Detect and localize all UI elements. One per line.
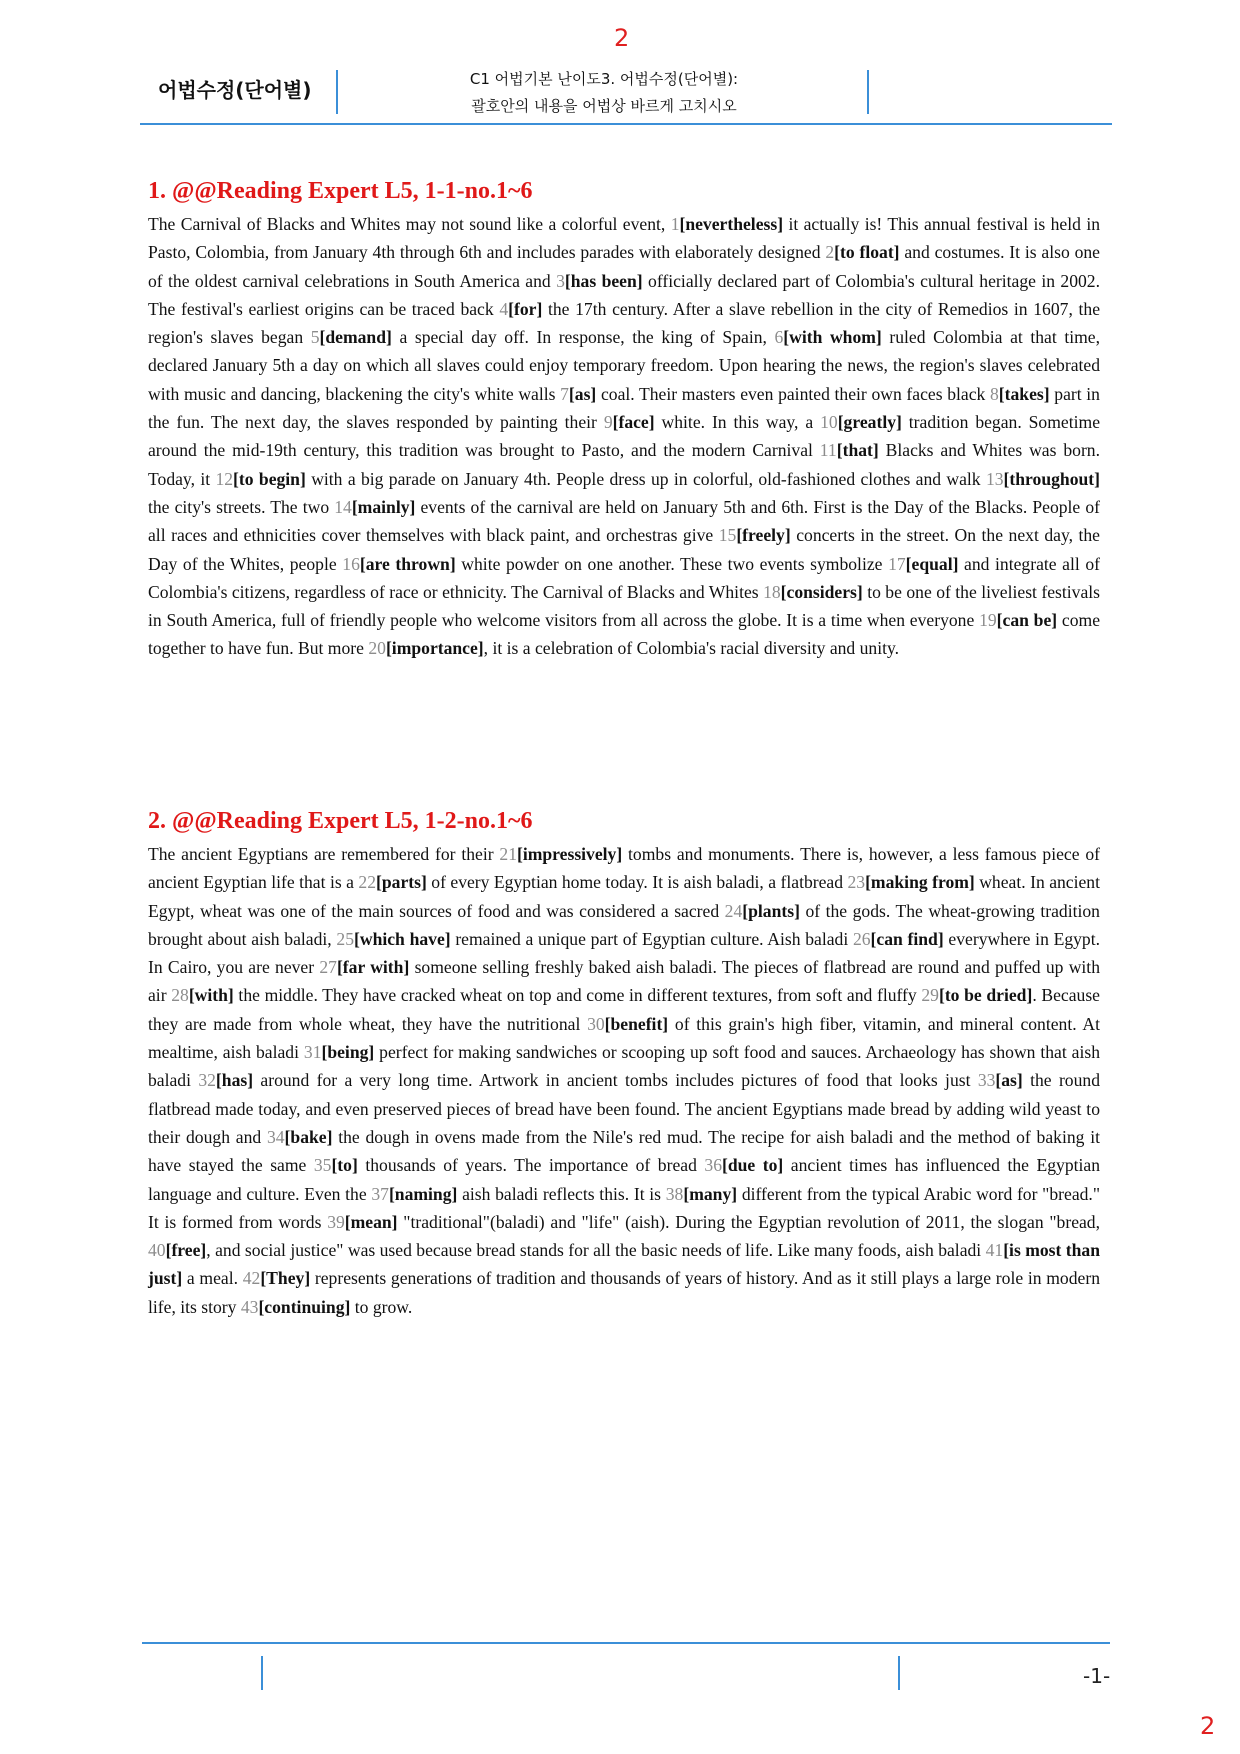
question-blank: [equal] xyxy=(905,553,959,574)
footer-page-number: -1- xyxy=(1083,1664,1111,1688)
question-blank: [many] xyxy=(683,1183,738,1204)
question-number: 14 xyxy=(334,496,352,517)
question-blank: [bake] xyxy=(284,1126,333,1147)
question-number: 28 xyxy=(171,985,189,1006)
question-blank: [demand] xyxy=(319,327,392,348)
question-number: 4 xyxy=(499,298,509,319)
question-number: 6 xyxy=(774,327,784,348)
question-number: 32 xyxy=(198,1070,216,1091)
question-blank: [free] xyxy=(165,1240,207,1261)
question-blank: [which have] xyxy=(354,928,451,949)
header-instruction-line-1: C1 어법기본 난이도3. 어법수정(단어별): xyxy=(469,70,739,88)
question-blank: [to begin] xyxy=(233,468,306,489)
header-divider-left xyxy=(336,70,338,114)
footer-rule xyxy=(142,1642,1110,1644)
question-blank: [is most than just] xyxy=(148,1240,1100,1289)
question-blank: [for] xyxy=(508,298,543,319)
question-blank: [face] xyxy=(612,412,655,433)
question-blank: [as] xyxy=(568,383,597,404)
question-number: 29 xyxy=(921,985,939,1006)
question-number: 13 xyxy=(985,468,1004,489)
question-number: 8 xyxy=(989,383,999,404)
question-blank: [making from] xyxy=(865,872,975,893)
question-number: 20 xyxy=(368,638,386,659)
question-number: 19 xyxy=(979,610,997,631)
question-number: 7 xyxy=(560,383,569,404)
header-instructions xyxy=(345,66,863,120)
question-number: 35 xyxy=(313,1155,332,1176)
question-number: 3 xyxy=(556,270,565,291)
question-number: 37 xyxy=(371,1183,389,1204)
question-blank: [to] xyxy=(331,1155,358,1176)
question-number: 27 xyxy=(319,957,337,978)
question-number: 39 xyxy=(327,1211,345,1232)
page-number-marker-bottom: 2 xyxy=(1200,1712,1216,1740)
question-blank: [mean] xyxy=(344,1211,398,1232)
header-rule xyxy=(140,123,1112,125)
question-number: 41 xyxy=(985,1240,1004,1261)
question-blank: [importance] xyxy=(385,638,484,659)
question-blank: [greatly] xyxy=(837,412,902,433)
section-title: 2. @@Reading Expert L5, 1-2-no.1~6 xyxy=(148,808,533,834)
question-blank: [has] xyxy=(215,1070,254,1091)
question-number: 22 xyxy=(358,872,376,893)
question-blank: [to be dried] xyxy=(938,985,1033,1006)
question-number: 5 xyxy=(310,327,320,348)
question-blank: [as] xyxy=(995,1070,1023,1091)
question-number: 42 xyxy=(242,1268,261,1289)
question-number: 36 xyxy=(704,1155,722,1176)
question-blank: [plants] xyxy=(742,900,800,921)
question-number: 15 xyxy=(718,525,737,546)
worksheet-title: 어법수정(단어별) xyxy=(158,78,312,102)
passage-text: The Carnival of Blacks and Whites may not sound like a colorful event, 1[nevertheless] it actually is! This annual festival is held in Pasto, Colombia, from January 4th through 6th and includes parades with elaborately designed 2[to float] and costumes. It is also one of the oldest carnival celebrations in South America and 3[has been] officially declared part of Colombia's cultural heritage in 2002. The festival's earliest origins can be traced back 4[for] the 17th century. After a slave rebellion in the city of Remedios in 1607, the region's slaves began 5[demand] a special day off. In response, the king of Spain, 6[with whom] ruled Colombia at that time, declared January 5th a day on which all slaves could enjoy temporary freedom. Upon hearing the news, the region's slaves celebrated with music and dancing, blackening the city's white walls 7[as] coal. Their masters even painted their own faces black 8[takes] part in the fun. The next day, the slaves responded by painting their 9[face] white. In this way, a 10[greatly] tradition began. Sometime around the mid-19th century, this tradition was brought to Pasto, and the modern Carnival 11[that] Blacks and Whites was born. Today, it 12[to begin] with a big parade on January 4th. People dress up in colorful, old-fashioned clothes and walk 13[throughout] the city's streets. The two 14[mainly] events of the carnival are held on January 5th and 6th. First is the Day of the Blacks. People of all races and ethnicities cover themselves with black paint, and orchestras give 15[freely] concerts in the street. On the next day, the Day of the Whites, people 16[are thrown] white powder on one another. These two events symbolize 17[equal] and integrate all of Colombia's citizens, regardless of race or ethnicity. The Carnival of Blacks and Whites 18[considers] to be one of the liveliest festivals in South America, full of friendly people who welcome visitors from all across the globe. It is a time when everyone 19[can be] come together to have fun. But more 20[importance], it is a celebration of Colombia's racial diversity and unity. xyxy=(148,214,1101,659)
question-blank: [considers] xyxy=(780,581,863,602)
passage-section-1 xyxy=(148,176,1100,663)
question-number: 11 xyxy=(819,440,837,461)
question-number: 33 xyxy=(977,1070,996,1091)
question-blank: [can find] xyxy=(870,928,944,949)
question-number: 9 xyxy=(603,412,613,433)
question-number: 38 xyxy=(665,1183,684,1204)
question-number: 21 xyxy=(499,844,517,864)
question-number: 25 xyxy=(336,928,355,949)
question-blank: [are thrown] xyxy=(359,553,456,574)
question-blank: [has been] xyxy=(564,270,643,291)
question-number: 30 xyxy=(587,1013,605,1034)
question-blank: [with] xyxy=(188,985,234,1006)
question-blank: [impressively] xyxy=(516,844,623,864)
footer-divider-right xyxy=(898,1656,900,1690)
question-blank: [naming] xyxy=(388,1183,458,1204)
question-blank: [continuing] xyxy=(258,1296,351,1317)
question-blank: [due to] xyxy=(722,1155,784,1176)
question-number: 17 xyxy=(888,553,906,574)
header-divider-right xyxy=(867,70,869,114)
question-number: 34 xyxy=(266,1126,285,1147)
question-number: 12 xyxy=(215,468,234,489)
question-blank: [freely] xyxy=(736,525,791,546)
question-blank: [far with] xyxy=(336,957,410,978)
question-blank: [being] xyxy=(321,1042,375,1063)
question-blank: [nevertheless] xyxy=(679,214,784,234)
question-number: 26 xyxy=(852,928,871,949)
question-number: 31 xyxy=(303,1042,322,1063)
question-blank: [that] xyxy=(836,440,879,461)
question-blank: [benefit] xyxy=(604,1013,669,1034)
question-number: 18 xyxy=(763,581,781,602)
question-number: 1 xyxy=(670,214,680,234)
question-blank: [mainly] xyxy=(351,496,416,517)
header-instruction-line-2: 괄호안의 내용을 어법상 바르게 고치시오 xyxy=(471,97,737,115)
page-number-marker-top: 2 xyxy=(614,24,630,52)
passage-text: The ancient Egyptians are remembered for their 21[impressively] tombs and monuments. There is, however, a less famous piece of ancient Egyptian life that is a 22[parts] of every Egyptian home today. It is aish baladi, a flatbread 23[making from] wheat. In ancient Egypt, wheat was one of the main sources of food and was considered a sacred 24[plants] of the gods. The wheat-growing tradition brought about aish baladi, 25[which have] remained a unique part of Egyptian culture. Aish baladi 26[can find] everywhere in Egypt. In Cairo, you are never 27[far with] someone selling freshly baked aish baladi. The pieces of flatbread are round and puffed up with air 28[with] the middle. They have cracked wheat on top and come in different textures, from soft and fluffy 29[to be dried]. Because they are made from whole wheat, they have the nutritional 30[benefit] of this grain's high fiber, vitamin, and mineral content. At mealtime, aish baladi 31[being] perfect for making sandwiches or scooping up soft food and sauces. Archaeology has shown that aish baladi 32[has] around for a very long time. Artwork in ancient tombs includes pictures of food that looks just 33[as] the round flatbread made today, and even preserved pieces of bread have been found. The ancient Egyptians made bread by adding wild yeast to their dough and 34[bake] the dough in ovens made from the Nile's red mud. The recipe for aish baladi and the method of baking it have stayed the same 35[to] thousands of years. The importance of bread 36[due to] ancient times has influenced the Egyptian language and culture. Even the 37[naming] aish baladi reflects this. It is 38[many] different from the typical Arabic word for "bread." It is formed from words 39[mean] "traditional"(baladi) and "life" (aish). During the Egyptian revolution of 2011, the slogan "bread, 40[free], and social justice" was used because bread stands for all the basic needs of life. Like many foods, aish baladi 41[is most than just] a meal. 42[They] represents generations of tradition and thousands of years of history. And as it still plays a large role in modern life, its story 43[continuing] to grow. xyxy=(148,844,1101,1317)
question-blank: [can be] xyxy=(996,610,1058,631)
question-number: 16 xyxy=(342,553,360,574)
question-blank: [with whom] xyxy=(783,327,882,348)
passage-section-2 xyxy=(148,806,1100,1321)
question-blank: [takes] xyxy=(998,383,1050,404)
question-blank: [throughout] xyxy=(1003,468,1101,489)
question-blank: [They] xyxy=(260,1268,311,1289)
question-number: 10 xyxy=(820,412,838,433)
section-title: 1. @@Reading Expert L5, 1-1-no.1~6 xyxy=(148,178,533,204)
footer-divider-left xyxy=(261,1656,263,1690)
question-blank: [to float] xyxy=(834,242,900,263)
question-number: 23 xyxy=(847,872,866,893)
question-number: 2 xyxy=(825,242,835,263)
question-number: 24 xyxy=(724,900,743,921)
question-blank: [parts] xyxy=(376,872,427,893)
question-number: 43 xyxy=(240,1296,259,1317)
question-number: 40 xyxy=(148,1240,166,1261)
